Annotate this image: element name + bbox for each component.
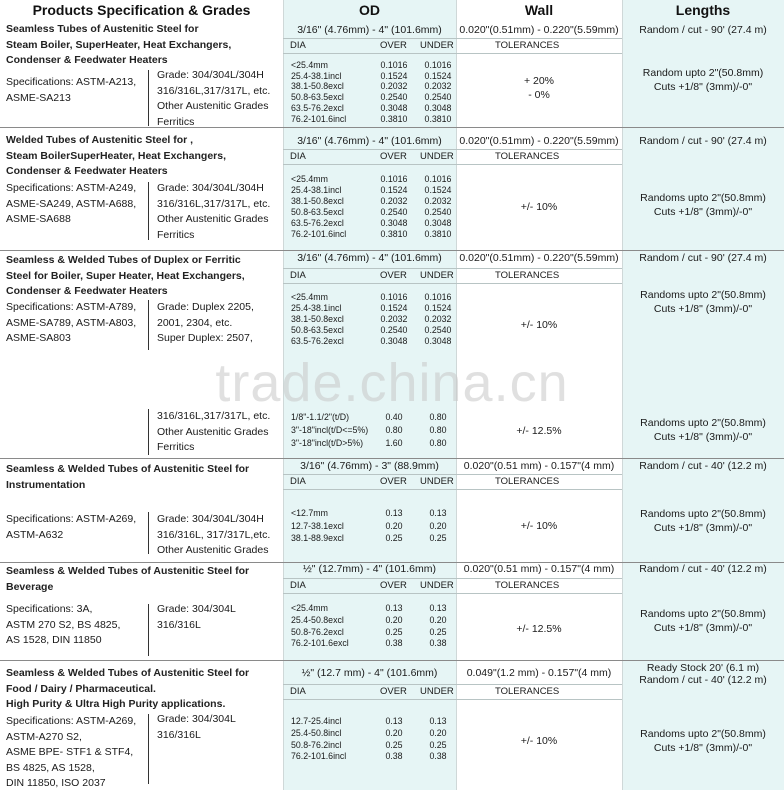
wall-tolerance-line: +/- 10% [520,735,558,747]
row-over: 0.1016 [380,174,408,184]
length-detail [622,66,784,94]
length-detail-line: Randoms upto 2"(50.8mm) [640,417,766,429]
section-title-line: Steel for Boiler, Super Heater, Heat Exchangers, [6,269,245,282]
od-range: 3/16" (4.76mm) - 4" (101.6mm) [297,252,442,264]
length-detail-line: Randoms upto 2"(50.8mm) [640,289,766,301]
over-label: OVER [380,580,407,591]
specifications-line: ASME BPE- STF1 & STF4, [6,746,134,758]
wall-range: 0.049"(1.2 mm) - 0.157"(4 mm) [466,667,612,679]
row-under: 0.2032 [424,81,452,92]
subheader-line [283,578,622,579]
wall-tolerance [456,200,622,214]
row-dia: 38.1-88.9excl [291,533,344,543]
row-over: 0.25 [385,626,403,637]
specifications [6,714,136,792]
section-title [6,666,278,713]
length-detail-line: Randoms upto 2"(50.8mm) [640,608,766,620]
row-dia: 76.2-101.6incl [291,113,347,124]
row-under: 0.3048 [424,335,452,346]
length-range-line: Random / cut - 40' (12.2 m) [639,674,767,686]
dia-label: DIA [290,270,306,281]
row-over: 0.20 [385,727,403,738]
row-under: 0.20 [429,614,447,625]
row-dia: 25.4-50.8incl [291,727,342,738]
wall-range: 0.020"(0.51mm) - 0.220"(5.59mm) [459,135,619,147]
over-label: OVER [380,40,407,51]
grade-separator [148,300,149,350]
specifications-line: ASTM-A632 [6,528,64,541]
row-over: 0.13 [385,603,403,613]
wall-tolerance [456,74,622,102]
grades [157,512,270,559]
length-range [622,563,784,575]
row-over: 0.3048 [380,335,408,346]
length-range [622,135,784,147]
under-label: UNDER [420,270,454,281]
section-title-line: Steam Boiler, SuperHeater, Heat Exchangers, [6,38,232,51]
row-over: 0.1524 [380,70,408,81]
row-under: 0.3048 [424,102,452,113]
row-under: 0.1016 [424,60,452,70]
row-dia: 76.2-101.6incl [291,228,347,239]
row-dia: 76.2-101.6incl [291,751,347,762]
section-title-line: Beverage [6,580,54,593]
grade-separator [148,70,149,126]
wall-tolerance [456,622,622,636]
grade-separator [148,604,149,656]
subheader-line [283,149,622,150]
length-detail [622,727,784,755]
length-range [622,252,784,264]
section-title [6,133,278,180]
grades-line: Grade: 304/304L/304H [157,182,264,194]
length-detail [622,416,784,444]
grades-line: Grade: 304/304L [157,603,236,615]
row-dia: 50.8-63.5excl [291,92,344,103]
grades-line: Other Austenitic Grades [157,425,269,438]
tolerances-label: TOLERANCES [495,686,560,697]
row-under: 0.2540 [424,92,452,103]
grades [157,181,270,243]
grades-line: Super Duplex: 2507, [157,332,253,344]
section-title-line: Steam BoilerSuperHeater, Heat Exchangers, [6,149,227,162]
row-dia: 25.4-38.1incl [291,184,342,195]
tolerances-label: TOLERANCES [495,270,560,281]
section-title [6,462,278,493]
length-detail [622,607,784,635]
length-detail-line: Cuts +1/8" (3mm)/-0" [653,431,753,443]
length-detail-line: Randoms upto 2"(50.8mm) [640,508,766,520]
row-under: 0.25 [429,533,447,543]
row-dia: 50.8-63.5excl [291,324,344,335]
row-over: 0.25 [385,533,403,543]
row-dia: 1/8"-1.1/2"(t/D) [291,412,350,422]
over-label: OVER [380,686,407,697]
section-title [6,22,278,69]
length-detail-line: Cuts +1/8" (3mm)/-0" [653,522,753,534]
row-under: 0.1524 [424,302,452,313]
header-wall: Wall [524,2,554,18]
row-under: 0.13 [429,716,447,726]
row-under: 0.3810 [424,228,452,239]
row-dia: 50.8-76.2incl [291,739,342,750]
wall-range: 0.020"(0.51 mm) - 0.157"(4 mm) [463,563,615,575]
length-detail-line: Cuts +1/8" (3mm)/-0" [653,622,753,634]
row-under: 0.25 [429,626,447,637]
row-under: 0.1016 [424,174,452,184]
row-under: 0.2540 [424,324,452,335]
specifications-line: Specifications: ASTM-A213, [6,76,137,88]
wall-tolerance-line: + 20% [523,75,555,87]
subheader-line [283,53,622,54]
row-under: 0.80 [429,412,447,422]
grades-line: 316/316L,317/317L, etc. [157,410,271,422]
length-detail [622,288,784,316]
subheader-line [283,593,622,594]
grades-line: Other Austenitic Grades [157,100,269,112]
row-under: 0.1016 [424,292,452,302]
grades [157,68,270,130]
section-title-line: Instrumentation [6,478,86,491]
row-over: 0.1016 [380,292,408,302]
section-title-line: Food / Dairy / Pharmaceutical. [6,682,156,695]
subheader-line [283,283,622,284]
grades-line: Ferritics [157,228,195,241]
row-under: 0.13 [429,508,447,518]
od-range: 3/16" (4.76mm) - 4" (101.6mm) [297,135,442,147]
specifications-line: Specifications: ASTM-A249, [6,182,137,194]
wall-tolerance-line: +/- 10% [520,520,558,532]
wall-tolerance-line: +/- 10% [520,201,558,213]
row-over: 0.3048 [380,102,408,113]
specifications-line: Specifications: 3A, [6,603,93,615]
section-title-line: Welded Tubes of Austenitic Steel for , [6,134,194,146]
grades-line: Other Austenitic Grades [157,213,269,225]
specifications-line: ASTM-A270 S2, [6,730,82,743]
grade-separator [148,512,149,554]
specifications-line: ASME-SA803 [6,332,71,344]
length-range-line: Random / cut - 40' (12.2 m) [639,563,767,575]
specifications [6,602,120,649]
specifications-line: DIN 11850, ISO 2037 [6,777,106,789]
row-over: 0.2032 [380,313,408,324]
length-range [622,24,784,36]
section-title [6,564,278,595]
length-range-line: Random / cut - 90' (27.4 m) [639,252,767,264]
grades [157,409,270,456]
grade-separator [148,182,149,240]
section-title-line: Seamless Tubes of Austenitic Steel for [6,23,199,35]
specifications-line: AS 1528, DIN 11850 [6,634,102,646]
wall-range: 0.020"(0.51 mm) - 0.157"(4 mm) [463,460,615,472]
row-dia: 38.1-50.8excl [291,313,344,324]
length-detail-line: Randoms upto 2"(50.8mm) [640,192,766,204]
row-over: 0.38 [385,638,403,649]
section-divider [0,660,784,661]
grades-line: Grade: 304/304L/304H [157,69,264,81]
row-under: 0.1524 [424,184,452,195]
row-over: 0.20 [385,614,403,625]
grades-line: 316/316L [157,728,201,741]
row-over: 0.1016 [380,60,408,70]
row-over: 0.13 [385,508,403,518]
row-dia: <25.4mm [291,174,328,184]
row-under: 0.3810 [424,113,452,124]
subheader-line [283,489,622,490]
section-title-line: Seamless & Welded Tubes of Austenitic Steel for [6,565,250,577]
section-title-line: Condenser & Feedwater Heaters [6,285,168,297]
grades-line: 316/316L, 317/317L,etc. [157,528,271,541]
grades-line: Ferritics [157,115,195,128]
row-dia: <12.7mm [291,508,328,518]
subheader-line [283,164,622,165]
row-over: 0.1524 [380,302,408,313]
length-range-line: Random / cut - 90' (27.4 m) [639,24,767,36]
length-range-line: Ready Stock 20' (6.1 m) [646,662,760,674]
row-under: 0.80 [429,425,447,436]
row-over: 0.3810 [380,228,408,239]
specifications-line: ASME-SA789, ASTM-A803, [6,316,137,329]
row-dia: <25.4mm [291,603,328,613]
row-over: 0.2540 [380,206,408,217]
subheader-line [283,684,622,685]
row-over: 0.40 [385,412,403,422]
row-dia: 25.4-50.8excl [291,614,344,625]
watermark: trade.china.cn [215,353,569,413]
row-under: 0.80 [429,438,447,449]
header-od: OD [359,2,380,18]
length-detail-line: Random upto 2"(50.8mm) [642,67,764,79]
under-label: UNDER [420,476,454,487]
length-range [622,460,784,472]
over-label: OVER [380,270,407,281]
row-over: 0.3810 [380,113,408,124]
grades-line: 316/316L [157,618,201,631]
grades-line: Other Austenitic Grades [157,544,269,556]
length-detail-line: Cuts +1/8" (3mm)/-0" [653,303,753,315]
grades-line: Grade: 304/304L [157,713,236,725]
section-title [6,253,278,300]
specifications [6,75,136,106]
row-under: 0.38 [429,638,447,649]
length-detail [622,191,784,219]
section-title-line: Condenser & Feedwater Heaters [6,54,168,66]
length-detail-line: Cuts +1/8" (3mm)/-0" [653,206,753,218]
row-over: 0.25 [385,739,403,750]
header-lengths: Lengths [675,2,731,18]
wall-tolerance [456,424,622,438]
od-range: 3/16" (4.76mm) - 3" (88.9mm) [300,460,439,472]
row-over: 0.2540 [380,92,408,103]
dia-label: DIA [290,580,306,591]
row-under: 0.20 [429,520,447,531]
row-under: 0.2540 [424,206,452,217]
specifications-line: ASME-SA249, ASTM-A688, [6,197,137,210]
row-over: 0.3048 [380,217,408,228]
length-detail-line: Randoms upto 2"(50.8mm) [640,728,766,740]
row-under: 0.1524 [424,70,452,81]
wall-tolerance [456,519,622,533]
grades [157,300,254,347]
grade-separator [148,409,149,455]
grades-line: 316/316L,317/317L, etc. [157,197,271,210]
row-dia: 12.7-38.1excl [291,520,344,531]
section-divider [0,458,784,459]
row-over: 0.80 [385,425,403,436]
tolerances-label: TOLERANCES [495,580,560,591]
grades-line: Grade: Duplex 2205, [157,301,254,313]
over-label: OVER [380,476,407,487]
wall-tolerance [456,734,622,748]
grades-line: 2001, 2304, etc. [157,316,233,329]
row-dia: 50.8-76.2excl [291,626,344,637]
row-dia: 12.7-25.4incl [291,716,342,726]
wall-tolerance-line: +/- 12.5% [516,623,562,635]
section-title-line: High Purity & Ultra High Purity applications. [6,698,226,710]
wall-tolerance-line: +/- 12.5% [516,425,562,437]
row-over: 0.13 [385,716,403,726]
specifications [6,181,136,228]
section-divider [0,127,784,128]
grades-line: Ferritics [157,441,195,453]
section-title-line: Seamless & Welded Tubes of Duplex or Ferritic [6,254,241,266]
od-range: ½" (12.7 mm) - 4" (101.6mm) [301,667,438,679]
section-divider [0,250,784,251]
grades [157,712,236,743]
under-label: UNDER [420,40,454,51]
section-title-line: Condenser & Feedwater Heaters [6,165,168,177]
specifications-line: ASME-SA688 [6,213,71,225]
specifications-line: ASTM 270 S2, BS 4825, [6,618,121,631]
row-over: 0.2540 [380,324,408,335]
dia-label: DIA [290,40,306,51]
length-detail [622,507,784,535]
row-over: 1.60 [385,438,403,449]
row-over: 0.20 [385,520,403,531]
under-label: UNDER [420,580,454,591]
row-dia: 63.5-76.2excl [291,217,344,228]
subheader-line [283,699,622,700]
row-under: 0.38 [429,751,447,762]
dia-label: DIA [290,686,306,697]
specifications-line: Specifications: ASTM-A269, [6,715,137,727]
grades [157,602,236,633]
specifications [6,512,136,543]
over-label: OVER [380,151,407,162]
length-detail-line: Cuts +1/8" (3mm)/-0" [653,742,753,754]
row-under: 0.3048 [424,217,452,228]
dia-label: DIA [290,476,306,487]
row-dia: 3"-18"incl(t/D<=5%) [291,425,369,436]
row-over: 0.2032 [380,81,408,92]
wall-range: 0.020"(0.51mm) - 0.220"(5.59mm) [459,24,619,36]
wall-tolerance-line: +/- 10% [520,319,558,331]
subheader-line [283,38,622,39]
wall-tolerance [456,318,622,332]
dia-label: DIA [290,151,306,162]
specifications-line: Specifications: ASTM-A789, [6,301,137,313]
specifications-line: BS 4825, AS 1528, [6,761,95,774]
tolerances-label: TOLERANCES [495,476,560,487]
grades-line: Grade: 304/304L/304H [157,513,264,525]
tolerances-label: TOLERANCES [495,151,560,162]
row-under: 0.2032 [424,195,452,206]
specifications-line: ASME-SA213 [6,91,71,104]
tolerances-label: TOLERANCES [495,40,560,51]
row-over: 0.38 [385,751,403,762]
specifications [6,300,136,347]
od-range: 3/16" (4.76mm) - 4" (101.6mm) [297,24,442,36]
section-title-line: Seamless & Welded Tubes of Austenitic Steel for [6,667,250,679]
row-dia: 63.5-76.2excl [291,335,344,346]
row-dia: 50.8-63.5excl [291,206,344,217]
row-dia: 76.2-101.6excl [291,638,349,649]
row-dia: <25.4mm [291,292,328,302]
length-range [622,662,784,686]
subheader-line [283,474,622,475]
wall-tolerance-line: - 0% [528,89,550,101]
wall-range: 0.020"(0.51mm) - 0.220"(5.59mm) [459,252,619,264]
row-dia: 3"-18"incl(t/D>5%) [291,438,364,449]
specifications-line: Specifications: ASTM-A269, [6,513,137,525]
grade-separator [148,714,149,784]
od-range: ½" (12.7mm) - 4" (101.6mm) [303,563,436,575]
length-range-line: Random / cut - 40' (12.2 m) [639,460,767,472]
under-label: UNDER [420,686,454,697]
row-dia: 25.4-38.1incl [291,70,342,81]
row-under: 0.2032 [424,313,452,324]
row-under: 0.25 [429,739,447,750]
grades-line: 316/316L,317/317L, etc. [157,84,271,97]
row-dia: 63.5-76.2excl [291,102,344,113]
section-title-line: Seamless & Welded Tubes of Austenitic Steel for [6,463,250,475]
row-dia: <25.4mm [291,60,328,70]
length-range-line: Random / cut - 90' (27.4 m) [639,135,767,147]
length-detail-line: Cuts +1/8" (3mm)/-0" [653,81,753,93]
row-under: 0.20 [429,727,447,738]
row-over: 0.1524 [380,184,408,195]
subheader-line [283,268,622,269]
under-label: UNDER [420,151,454,162]
row-dia: 38.1-50.8excl [291,195,344,206]
row-dia: 25.4-38.1incl [291,302,342,313]
row-over: 0.2032 [380,195,408,206]
row-dia: 38.1-50.8excl [291,81,344,92]
header-products: Products Specification & Grades [32,2,251,18]
row-under: 0.13 [429,603,447,613]
